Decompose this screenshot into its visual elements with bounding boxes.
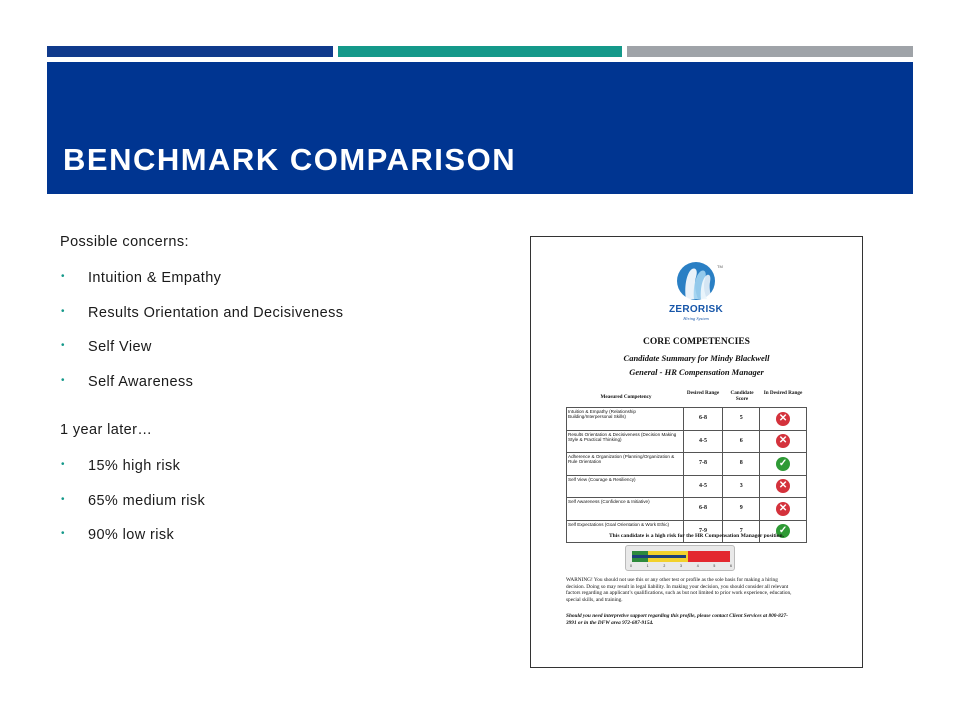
gauge-ticks xyxy=(630,564,732,568)
gauge-tick: 1 xyxy=(646,564,649,568)
table-row xyxy=(567,430,807,453)
gauge-tick: 5 xyxy=(713,564,716,568)
list-item xyxy=(60,339,500,374)
head-silhouettes-icon xyxy=(656,259,736,305)
risk-statement: This candidate is a high risk for the HR Compensation Manager position. xyxy=(608,533,785,539)
bullet-icon: • xyxy=(61,305,65,317)
desired-range-cell: 4-5 xyxy=(683,430,723,453)
table-row xyxy=(567,475,807,498)
trademark-label: TM xyxy=(717,264,723,269)
in-range-cell xyxy=(760,408,807,431)
list-item xyxy=(60,493,500,528)
list-item xyxy=(60,458,500,493)
risk-gauge xyxy=(625,545,735,571)
column-header-score: Candidate Score xyxy=(730,390,754,403)
list-item-label: 90% low risk xyxy=(88,527,175,543)
desired-range-cell: 7-8 xyxy=(683,453,723,476)
report-document xyxy=(530,236,863,668)
competency-cell: Self Expectations (Goal Orientation & Work Ethic) xyxy=(567,520,684,543)
list-item xyxy=(60,527,500,562)
column-header-in-range: In Desired Range xyxy=(763,390,803,396)
table-row xyxy=(567,453,807,476)
gauge-high-zone xyxy=(688,551,730,562)
list-item-label: 65% medium risk xyxy=(88,492,206,509)
table-row xyxy=(567,408,807,431)
column-header-competency: Measured Competency xyxy=(600,394,652,400)
competency-cell: Self View (Courage & Resiliency) xyxy=(567,475,684,498)
gauge-tick: 3 xyxy=(680,564,682,568)
logo-wordmark: ZERORISK xyxy=(668,304,724,315)
column-header-range: Desired Range xyxy=(686,390,720,396)
gauge-tick: 2 xyxy=(663,564,666,568)
candidate-score-cell: 3 xyxy=(723,475,760,498)
candidate-summary: Candidate Summary for Mindy Blackwell xyxy=(623,353,770,363)
candidate-score-cell: 9 xyxy=(723,498,760,521)
report-title: CORE COMPETENCIES xyxy=(643,337,750,347)
candidate-score-cell: 8 xyxy=(723,453,760,476)
list-item-label: 15% high risk xyxy=(88,458,181,474)
accent-bar-navy xyxy=(47,46,333,57)
list-item xyxy=(60,305,500,340)
concerns-list xyxy=(60,270,500,408)
accent-bar-gray xyxy=(627,46,913,57)
bullet-icon: • xyxy=(61,374,65,386)
list-item xyxy=(60,270,500,305)
candidate-score-cell: 6 xyxy=(723,430,760,453)
x-icon: ✕ xyxy=(776,479,790,493)
candidate-score-cell: 7 xyxy=(723,520,760,543)
competency-table xyxy=(566,407,807,543)
in-range-cell xyxy=(760,475,807,498)
logo-tagline: Hiring System xyxy=(683,316,709,321)
competency-cell: Intuition & Empathy (Relationship Building/Interpersonal Skills) xyxy=(567,408,684,431)
in-range-cell xyxy=(760,430,807,453)
warning-text: WARNING! You should not use this or any other test or profile as the sole basis for making a hiring decision. Doing so may result in legal liability. In making your decision, you should consider all relevant factors regarding an applicant’s qualifications, such as but not limited to prior work experience, education, special skills, and training. xyxy=(566,577,792,603)
in-range-cell xyxy=(760,498,807,521)
bullet-icon: • xyxy=(61,340,65,351)
accent-bar-teal xyxy=(338,46,622,57)
in-range-cell xyxy=(760,520,807,543)
support-text: Should you need interpretive support regarding this profile, please contact Client Services at 800-827-3991 or in the DFW area 972-687-9154. xyxy=(566,613,788,626)
slide-title: BENCHMARK COMPARISON xyxy=(63,142,517,177)
candidate-score-cell: 5 xyxy=(723,408,760,431)
gauge-tick: 4 xyxy=(696,564,699,568)
bullet-icon: • xyxy=(61,493,65,505)
in-range-cell xyxy=(760,453,807,476)
bullet-icon: • xyxy=(61,459,65,470)
bullet-icon: • xyxy=(61,271,65,282)
list-item-label: Intuition & Empathy xyxy=(88,270,222,286)
concerns-heading: Possible concerns: xyxy=(60,234,189,250)
table-row xyxy=(567,520,807,543)
gauge-level-marker xyxy=(632,555,686,558)
desired-range-cell: 6-8 xyxy=(683,408,723,431)
check-icon: ✓ xyxy=(776,457,790,471)
desired-range-cell: 6-8 xyxy=(683,498,723,521)
x-icon: ✕ xyxy=(776,502,790,516)
list-item xyxy=(60,374,500,409)
zerorisk-logo xyxy=(656,259,736,319)
competency-cell: Adherence & Organization (Planning/Organization & Rule Orientation xyxy=(567,453,684,476)
desired-range-cell: 7-9 xyxy=(683,520,723,543)
outcomes-list xyxy=(60,458,500,562)
list-item-label: Self View xyxy=(88,339,152,355)
outcomes-heading: 1 year later… xyxy=(60,422,153,438)
table-row xyxy=(567,498,807,521)
bullet-icon: • xyxy=(61,528,65,539)
list-item-label: Self Awareness xyxy=(88,373,194,390)
list-item-label: Results Orientation and Decisiveness xyxy=(88,304,344,321)
x-icon: ✕ xyxy=(776,434,790,448)
gauge-tick: 6 xyxy=(730,564,732,568)
content-text xyxy=(60,234,500,562)
position-name: General - HR Compensation Manager xyxy=(629,367,764,377)
competency-cell: Results Orientation & Decisiveness (Decision Making Style & Practical Thinking) xyxy=(567,430,684,453)
desired-range-cell: 4-5 xyxy=(683,475,723,498)
x-icon: ✕ xyxy=(776,412,790,426)
check-icon: ✓ xyxy=(776,524,790,538)
competency-cell: Self Awareness (Confidence & Initiative) xyxy=(567,498,684,521)
gauge-tick: 0 xyxy=(630,564,632,568)
title-band xyxy=(47,62,913,194)
